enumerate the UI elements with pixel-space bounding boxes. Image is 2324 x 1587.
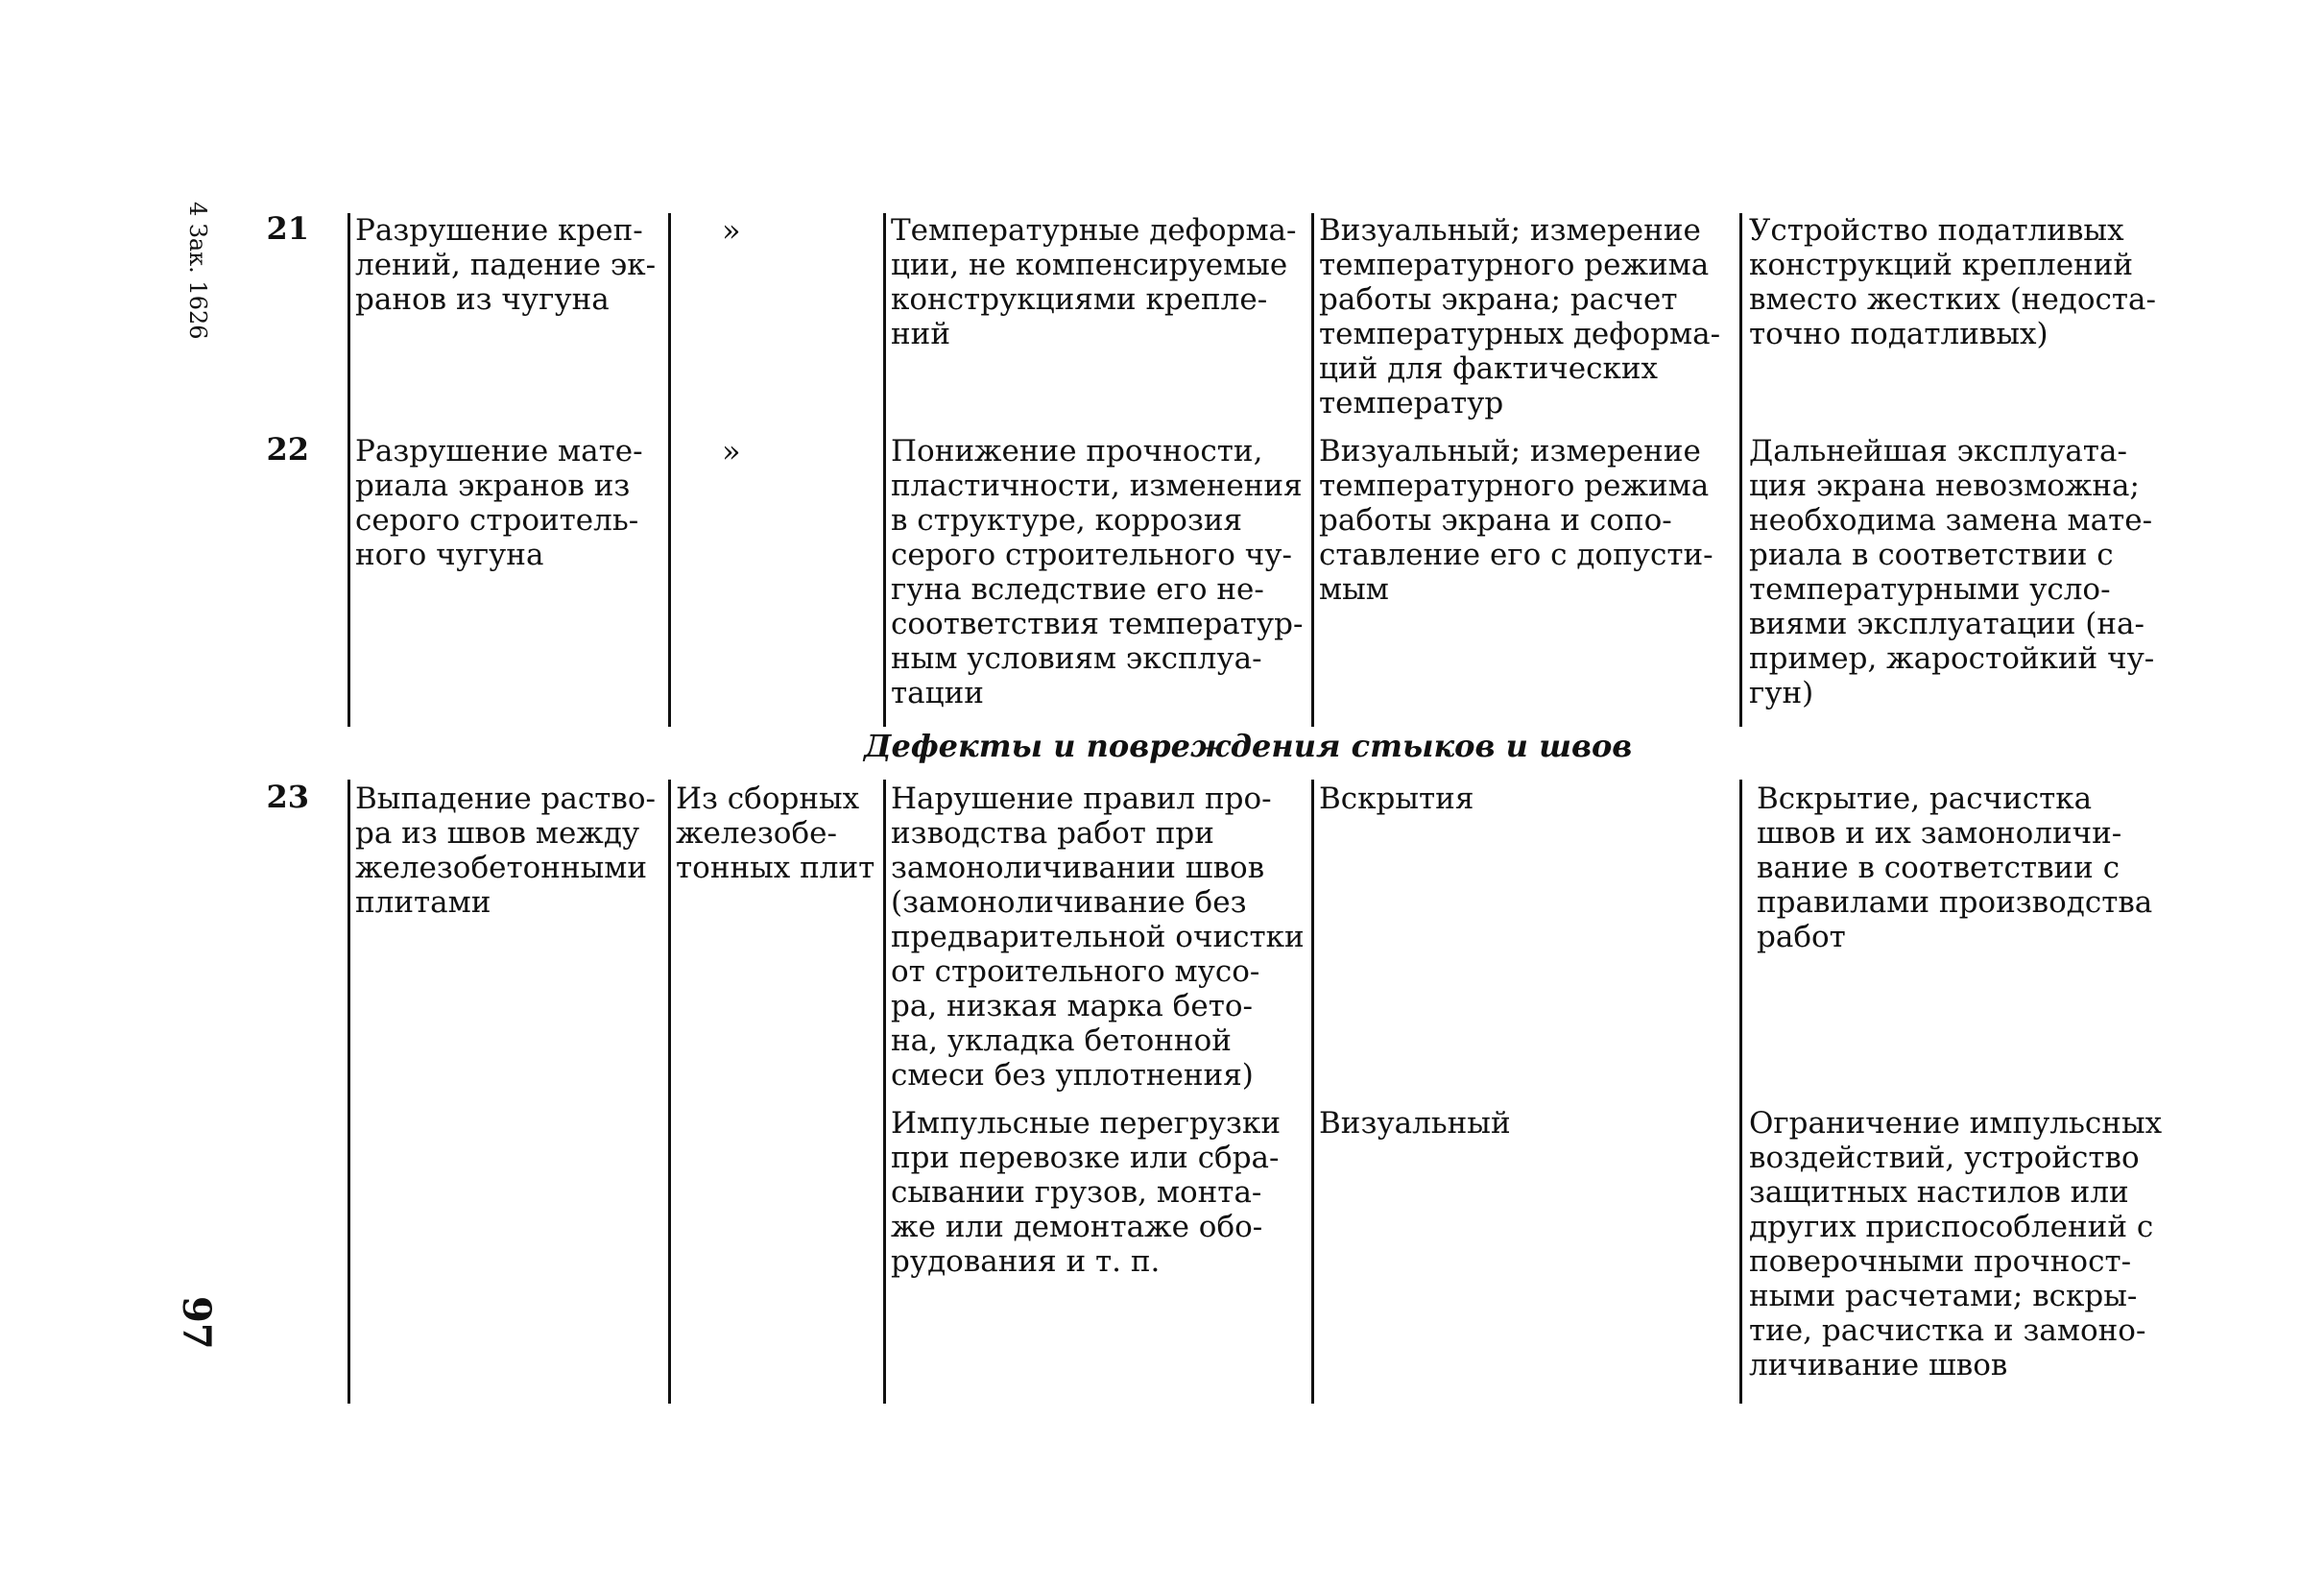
cause-cell: Импульсные перегрузки при перевозке или сбра- сывании грузов, монта- же или демонтаже обо- рудования и т. п.: [891, 1106, 1281, 1279]
remedy-cell: Дальнейшая эксплуата- ция экрана невозможна; необходима замена мате- риала в соответствии с температурными усло- виями эксплуатации (на- пример, жаростойкий чу- гун): [1749, 434, 2155, 710]
construction-ditto: »: [722, 212, 741, 249]
column-rule: [883, 780, 886, 1404]
remedy-cell: Вскрытие, расчистка швов и их замоноличи- вание в соответствии с правилами производства работ: [1757, 781, 2153, 954]
row-number: 23: [266, 779, 309, 815]
column-rule: [668, 213, 671, 727]
column-rule: [1739, 780, 1742, 1404]
remedy-cell: Ограничение импульсных воздействий, устройство защитных настилов или других приспособлений с поверочными прочност- ными расчетами; вскры- тие, расчистка и замоно- личивание швов: [1749, 1106, 2163, 1383]
remedy-cell: Устройство податливых конструкций креплений вместо жестких (недоста- точно податливых): [1749, 213, 2157, 351]
column-rule: [1739, 213, 1742, 727]
method-cell: Визуальный; измерение температурного режима работы экрана; расчет температурных деформа- ций для фактических температур: [1319, 213, 1721, 421]
cause-cell: Температурные деформа- ции, не компенсируемые конструкциями крепле- ний: [891, 213, 1297, 351]
column-rule: [1311, 780, 1314, 1404]
column-rule: [883, 213, 886, 727]
defect-cell: Разрушение мате- риала экранов из серого строитель- ного чугуна: [355, 434, 643, 572]
page-number: 97: [174, 1296, 219, 1350]
column-rule: [1311, 213, 1314, 727]
method-cell: Вскрытия: [1319, 781, 1474, 816]
column-rule: [668, 780, 671, 1404]
method-cell: Визуальный; измерение температурного режима работы экрана и сопо- ставление его с допусти- мым: [1319, 434, 1713, 607]
construction-cell: Из сборных железобе- тонных плит: [676, 781, 875, 885]
cause-cell: Нарушение правил про- изводства работ при замоноличивании швов (замоноличивание без предварительной очистки от строительного мусо- ра, низкая марка бето- на, укладка бетонной смеси без уплотнения): [891, 781, 1305, 1093]
row-number: 22: [266, 431, 309, 468]
column-rule: [347, 213, 350, 727]
column-rule: [347, 780, 350, 1404]
defect-cell: Выпадение раство- ра из швов между железобетонными плитами: [355, 781, 656, 920]
row-number: 21: [266, 210, 309, 247]
construction-ditto: »: [722, 433, 741, 469]
cause-cell: Понижение прочности, пластичности, изменения в структуре, коррозия серого строительного чу- гуна вследствие его не- соответствия температур- ным условиям эксплуа- тации: [891, 434, 1304, 710]
method-cell: Визуальный: [1319, 1106, 1511, 1141]
section-heading: Дефекты и повреждения стыков и швов: [864, 728, 1633, 764]
defect-cell: Разрушение креп- лений, падение эк- ранов из чугуна: [355, 213, 657, 317]
margin-order-note: 4 Зак. 1626: [184, 202, 211, 340]
